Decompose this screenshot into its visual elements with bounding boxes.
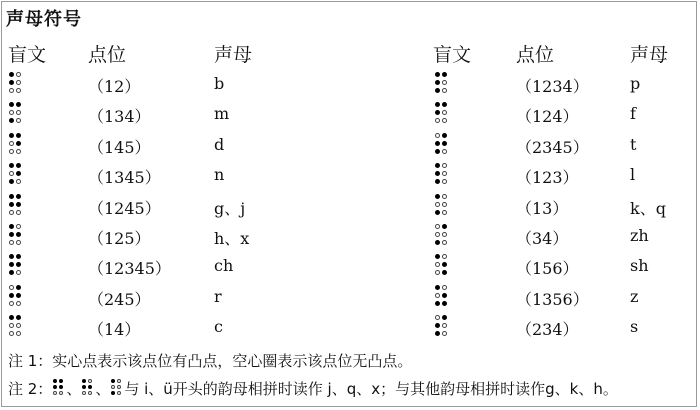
dot-position-label: （34） xyxy=(516,229,569,248)
empty-dot-icon xyxy=(435,270,440,275)
raised-dot-icon xyxy=(442,315,447,320)
empty-dot-icon xyxy=(442,323,447,328)
raised-dot-icon xyxy=(9,262,14,267)
initial-consonant-label: n xyxy=(214,165,225,184)
empty-dot-icon xyxy=(88,391,92,395)
empty-dot-icon xyxy=(435,118,440,123)
empty-dot-icon xyxy=(9,301,14,306)
raised-dot-icon xyxy=(9,118,14,123)
braille-cell-icon xyxy=(9,253,25,277)
empty-dot-icon xyxy=(442,202,447,207)
initial-consonant-label: f xyxy=(630,104,636,123)
raised-dot-icon xyxy=(16,293,21,298)
empty-dot-icon xyxy=(442,331,447,336)
raised-dot-icon xyxy=(111,379,115,383)
empty-dot-icon xyxy=(9,110,14,115)
initial-consonant-label: g、j xyxy=(214,199,246,218)
raised-dot-icon xyxy=(16,141,21,146)
initial-consonant-label: b xyxy=(214,74,225,93)
initial-consonant-label: r xyxy=(214,287,222,306)
raised-dot-icon xyxy=(442,301,447,306)
header-braille-right: 盲文 xyxy=(433,44,472,66)
header-initial-right: 声母 xyxy=(630,44,669,66)
initial-consonant-label: zh xyxy=(630,226,649,245)
raised-dot-icon xyxy=(82,379,86,383)
initial-consonant-label: c xyxy=(214,317,223,336)
empty-dot-icon xyxy=(442,80,447,85)
raised-dot-icon xyxy=(435,149,440,154)
raised-dot-icon xyxy=(9,315,14,320)
dot-position-label: （14） xyxy=(88,320,141,339)
initial-consonant-label: d xyxy=(214,135,225,154)
raised-dot-icon xyxy=(442,141,447,146)
header-initial-left: 声母 xyxy=(214,44,253,66)
empty-dot-icon xyxy=(9,210,14,215)
braille-cell-icon xyxy=(9,314,25,338)
braille-cell-icon xyxy=(435,284,451,308)
initial-consonant-label: z xyxy=(630,287,639,306)
raised-dot-icon xyxy=(442,293,447,298)
empty-dot-icon xyxy=(435,315,440,320)
empty-dot-icon xyxy=(117,379,121,383)
raised-dot-icon xyxy=(435,254,440,259)
dot-position-label: （1234） xyxy=(516,77,589,96)
raised-dot-icon xyxy=(442,262,447,267)
braille-cell-icon xyxy=(435,71,451,95)
raised-dot-icon xyxy=(16,163,21,168)
initial-consonant-label: ch xyxy=(214,256,234,275)
empty-dot-icon xyxy=(59,391,63,395)
braille-cell-icon xyxy=(435,101,451,125)
empty-dot-icon xyxy=(117,391,121,395)
note-2 xyxy=(8,378,618,399)
initial-consonant-label: p xyxy=(630,74,641,93)
empty-dot-icon xyxy=(53,391,57,395)
empty-dot-icon xyxy=(435,202,440,207)
initial-consonant-label: l xyxy=(630,165,636,184)
empty-dot-icon xyxy=(435,224,440,229)
braille-cell-icon xyxy=(435,253,451,277)
empty-dot-icon xyxy=(9,323,14,328)
raised-dot-icon xyxy=(16,254,21,259)
dot-position-label: （245） xyxy=(88,290,151,309)
raised-dot-icon xyxy=(435,285,440,290)
raised-dot-icon xyxy=(442,133,447,138)
empty-dot-icon xyxy=(9,285,14,290)
empty-dot-icon xyxy=(442,240,447,245)
raised-dot-icon xyxy=(435,179,440,184)
initial-consonant-label: sh xyxy=(630,256,649,275)
raised-dot-icon xyxy=(435,110,440,115)
empty-dot-icon xyxy=(9,240,14,245)
empty-dot-icon xyxy=(16,224,21,229)
raised-dot-icon xyxy=(9,179,14,184)
initial-consonant-label: t xyxy=(630,135,637,154)
braille-cell-icon xyxy=(435,193,451,217)
dot-position-label: （1356） xyxy=(516,290,589,309)
raised-dot-icon xyxy=(435,102,440,107)
raised-dot-icon xyxy=(435,323,440,328)
dot-position-label: （1245） xyxy=(88,199,161,218)
raised-dot-icon xyxy=(53,385,57,389)
raised-dot-icon xyxy=(435,210,440,215)
raised-dot-icon xyxy=(59,385,63,389)
page-title: 声母符号 xyxy=(6,9,82,30)
empty-dot-icon xyxy=(16,301,21,306)
empty-dot-icon xyxy=(442,149,447,154)
raised-dot-icon xyxy=(442,72,447,77)
empty-dot-icon xyxy=(16,88,21,93)
raised-dot-icon xyxy=(9,270,14,275)
note-2-separator: 、 xyxy=(95,380,111,398)
raised-dot-icon xyxy=(16,202,21,207)
header-dots-right: 点位 xyxy=(516,44,555,66)
raised-dot-icon xyxy=(435,171,440,176)
braille-cell-icon xyxy=(9,223,25,247)
note-2-separator: 、 xyxy=(66,380,82,398)
empty-dot-icon xyxy=(9,141,14,146)
raised-dot-icon xyxy=(435,141,440,146)
empty-dot-icon xyxy=(442,285,447,290)
braille-cell-icon xyxy=(9,284,25,308)
empty-dot-icon xyxy=(442,232,447,237)
raised-dot-icon xyxy=(435,72,440,77)
empty-dot-icon xyxy=(442,179,447,184)
empty-dot-icon xyxy=(435,293,440,298)
empty-dot-icon xyxy=(16,118,21,123)
dot-position-label: （134） xyxy=(88,107,151,126)
raised-dot-icon xyxy=(16,285,21,290)
empty-dot-icon xyxy=(442,88,447,93)
braille-cell-icon xyxy=(435,132,451,156)
header-braille-left: 盲文 xyxy=(8,44,47,66)
empty-dot-icon xyxy=(435,133,440,138)
braille-cell-icon xyxy=(82,379,94,397)
empty-dot-icon xyxy=(16,80,21,85)
raised-dot-icon xyxy=(16,102,21,107)
braille-cell-icon xyxy=(9,193,25,217)
dot-position-label: （124） xyxy=(516,107,579,126)
empty-dot-icon xyxy=(117,385,121,389)
raised-dot-icon xyxy=(9,72,14,77)
empty-dot-icon xyxy=(9,149,14,154)
raised-dot-icon xyxy=(442,270,447,275)
raised-dot-icon xyxy=(16,232,21,237)
empty-dot-icon xyxy=(88,379,92,383)
raised-dot-icon xyxy=(9,163,14,168)
raised-dot-icon xyxy=(435,163,440,168)
raised-dot-icon xyxy=(9,194,14,199)
empty-dot-icon xyxy=(16,210,21,215)
raised-dot-icon xyxy=(9,102,14,107)
empty-dot-icon xyxy=(111,385,115,389)
empty-dot-icon xyxy=(16,323,21,328)
empty-dot-icon xyxy=(16,72,21,77)
initial-consonant-label: m xyxy=(214,104,230,123)
dot-position-label: （145） xyxy=(88,138,151,157)
empty-dot-icon xyxy=(16,270,21,275)
braille-cell-icon xyxy=(435,223,451,247)
empty-dot-icon xyxy=(442,194,447,199)
raised-dot-icon xyxy=(16,194,21,199)
braille-cell-icon xyxy=(9,101,25,125)
empty-dot-icon xyxy=(9,171,14,176)
raised-dot-icon xyxy=(442,102,447,107)
empty-dot-icon xyxy=(435,262,440,267)
raised-dot-icon xyxy=(9,80,14,85)
note-2-text: 与 i、ü开头的韵母相拼时读作 j、q、x；与其他韵母相拼时读作g、k、h。 xyxy=(124,380,618,398)
raised-dot-icon xyxy=(435,194,440,199)
braille-cell-icon xyxy=(9,71,25,95)
braille-cell-icon xyxy=(9,162,25,186)
empty-dot-icon xyxy=(16,331,21,336)
raised-dot-icon xyxy=(9,133,14,138)
raised-dot-icon xyxy=(435,301,440,306)
empty-dot-icon xyxy=(16,110,21,115)
raised-dot-icon xyxy=(9,224,14,229)
raised-dot-icon xyxy=(435,88,440,93)
initial-consonant-label: s xyxy=(630,317,639,336)
empty-dot-icon xyxy=(9,88,14,93)
raised-dot-icon xyxy=(88,385,92,389)
raised-dot-icon xyxy=(435,240,440,245)
braille-cell-icon xyxy=(111,379,123,397)
raised-dot-icon xyxy=(9,232,14,237)
raised-dot-icon xyxy=(59,379,63,383)
raised-dot-icon xyxy=(9,202,14,207)
empty-dot-icon xyxy=(16,149,21,154)
empty-dot-icon xyxy=(435,232,440,237)
raised-dot-icon xyxy=(16,171,21,176)
dot-position-label: （12345） xyxy=(88,259,171,278)
empty-dot-icon xyxy=(442,171,447,176)
raised-dot-icon xyxy=(16,133,21,138)
initial-consonant-label: k、q xyxy=(630,199,666,218)
raised-dot-icon xyxy=(53,379,57,383)
braille-cell-icon xyxy=(53,379,65,397)
raised-dot-icon xyxy=(82,385,86,389)
empty-dot-icon xyxy=(442,210,447,215)
dot-position-label: （234） xyxy=(516,320,579,339)
dot-position-label: （156） xyxy=(516,259,579,278)
raised-dot-icon xyxy=(111,391,115,395)
note-1: 注 1：实心点表示该点位有凸点，空心圈表示该点位无凸点。 xyxy=(8,352,413,370)
raised-dot-icon xyxy=(435,331,440,336)
empty-dot-icon xyxy=(16,179,21,184)
empty-dot-icon xyxy=(442,110,447,115)
empty-dot-icon xyxy=(9,331,14,336)
raised-dot-icon xyxy=(16,262,21,267)
dot-position-label: （13） xyxy=(516,199,569,218)
empty-dot-icon xyxy=(16,240,21,245)
raised-dot-icon xyxy=(435,80,440,85)
dot-position-label: （2345） xyxy=(516,138,589,157)
braille-cell-icon xyxy=(435,314,451,338)
empty-dot-icon xyxy=(442,254,447,259)
dot-position-label: （123） xyxy=(516,168,579,187)
raised-dot-icon xyxy=(442,224,447,229)
dot-position-label: （1345） xyxy=(88,168,161,187)
header-dots-left: 点位 xyxy=(88,44,127,66)
dot-position-label: （125） xyxy=(88,229,151,248)
initial-consonant-label: h、x xyxy=(214,229,250,248)
braille-cell-icon xyxy=(9,132,25,156)
raised-dot-icon xyxy=(9,293,14,298)
raised-dot-icon xyxy=(9,254,14,259)
empty-dot-icon xyxy=(442,163,447,168)
braille-cell-icon xyxy=(435,162,451,186)
empty-dot-icon xyxy=(82,391,86,395)
raised-dot-icon xyxy=(16,315,21,320)
dot-position-label: （12） xyxy=(88,77,141,96)
empty-dot-icon xyxy=(442,118,447,123)
note-2-prefix: 注 2： xyxy=(8,380,53,398)
